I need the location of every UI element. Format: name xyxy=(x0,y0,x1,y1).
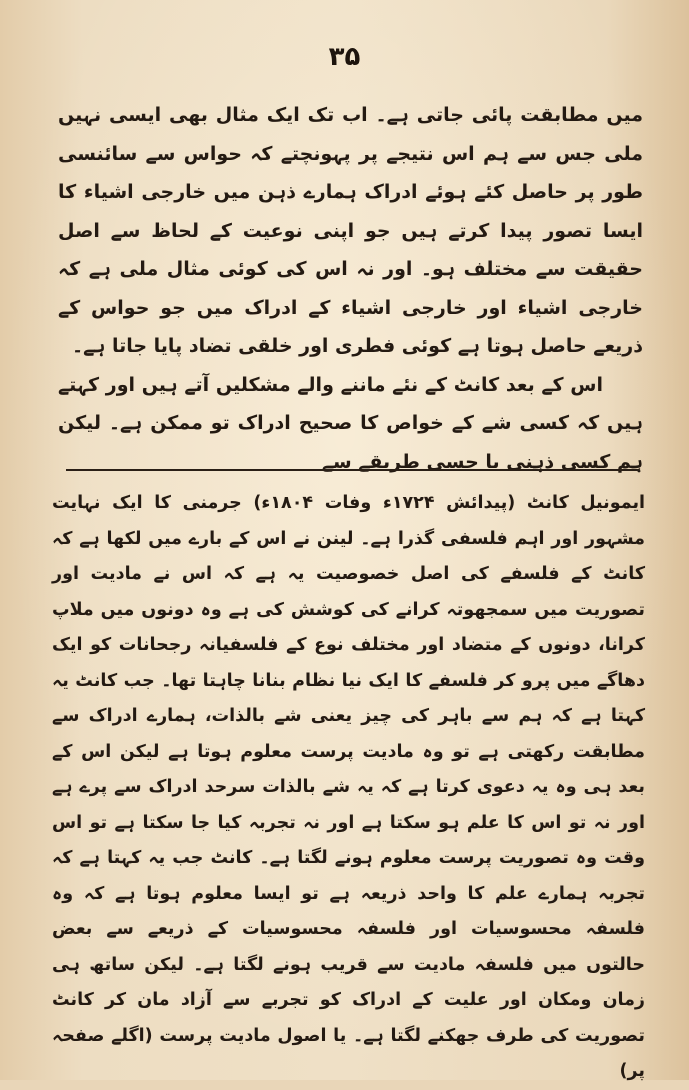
footnote-divider xyxy=(66,469,639,471)
footnote-text: ایمونیل کانٹ (پیدائش ۱۷۲۴ء وفات ۱۸۰۴ء) جرمنی کا ایک نہایت مشہور اور اہم فلسفی گذرا ہے۔ لینن نے اس کے بارے میں لکھا ہے کہ کانٹ کے فلسفے کی اصل خصوصیت یہ ہے کہ اس نے مادیت اور تصوریت میں سمجھوتہ کرانے کی کوشش کی ہے وہ دونوں میں ملاپ کرانا، دونوں کے متضاد اور مختلف نوع کے فلسفیانہ رجحانات کو ایک دھاگے میں پرو کر فلسفے کا ایک نیا نظام بنانا چاہتا تھا۔ جب کانٹ یہ کہتا ہے کہ ہم سے باہر کی چیز یعنی شے بالذات، ہمارے ادراک سے مطابقت رکھتی ہے تو وہ مادیت پرست معلوم ہوتا ہے لیکن اس کے بعد ہی وہ یہ دعوی کرتا ہے کہ یہ شے بالذات سرحد ادراک سے پرے ہے اور نہ تو اس کا علم ہو سکتا ہے اور نہ تجربہ کیا جا سکتا ہے تو اس وقت وہ تصوریت پرست معلوم ہونے لگتا ہے۔ کانٹ جب یہ کہتا ہے کہ تجربہ ہمارے علم کا واحد ذریعہ ہے تو ایسا معلوم ہوتا ہے کہ وہ فلسفہ محسوسیات اور فلسفہ محسوسیات کے ذریعے سے بعض حالتوں میں فلسفہ مادیت سے قریب ہونے لگتا ہے۔ لیکن ساتھ ہی زمان ومکان اور علیت کے ادراک کو تجربے سے آزاد مان کر کانٹ تصوریت کی طرف جھکنے لگتا ہے۔ یا اصول مادیت پرست (اگلے صفحہ پر) xyxy=(52,493,646,1081)
main-paragraph-1: میں مطابقت پائی جاتی ہے۔ اب تک ایک مثال بھی ایسی نہیں ملی جس سے ہم اس نتیجے پر پہونچتے کہ حواس سے سائنسی طور پر حاصل کئے ہوئے ادراک ہمارے ذہن میں خارجی اشیاء کا ایسا تصور پیدا کرتے ہیں جو اپنی نوعیت کے لحاظ سے اصل حقیقت سے مختلف ہو۔ اور نہ اس کی کوئی مثال ملی ہے کہ خارجی اشیاء اور خارجی اشیاء کے ادراک میں جو حواس کے ذریعے حاصل ہوتا ہے کوئی فطری اور خلقی تضاد پایا جاتا ہے۔ xyxy=(58,104,643,357)
page-number: ۳۵ xyxy=(328,42,361,72)
footnote xyxy=(52,486,645,1090)
main-paragraph-2: اس کے بعد کانٹ کے نئے ماننے والے مشکلیں آتے ہیں اور کہتے ہیں کہ کسی شے کے خواص کا صحیح ادراک تو ممکن ہے۔ لیکن ہم کسی ذہنی یا حسی طریقے سے xyxy=(58,373,643,473)
main-text xyxy=(58,96,643,481)
